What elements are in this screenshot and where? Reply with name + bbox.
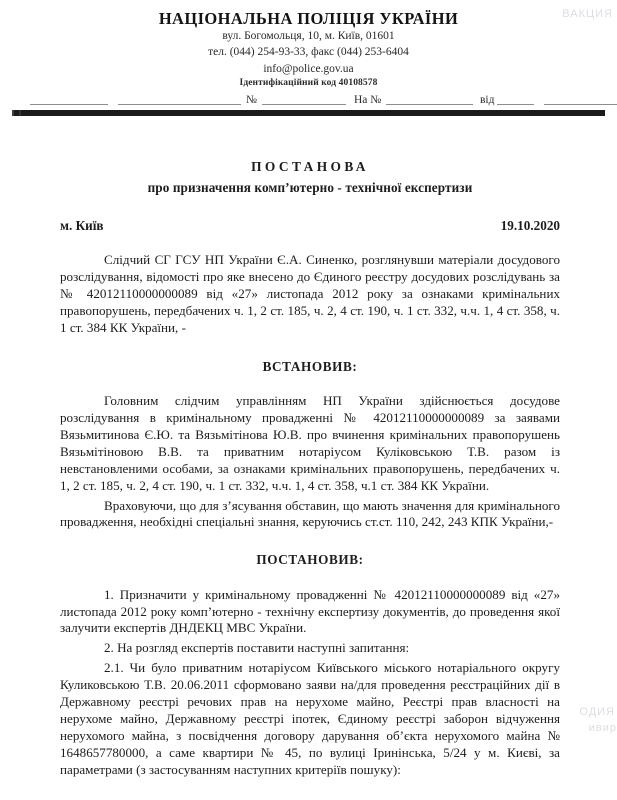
intro-paragraph: Слідчий СГ ГСУ НП України Є.А. Синенко, розглянувши матеріали досудового розслідування, відомості про яке внесено до Єдиного реєстру досудових розслідувань за № 42012110000000089 від «27» листопада 2012 року за ознаками кримінальних правопорушень, передбачених ч. 1, 2 ст. 185, ч. 2, 4 ст. 190, ч. 1 ст. 332, ч.ч. 1, 4 ст. 358, ч. 1 ст. 384 КК України, - [60, 251, 560, 335]
watermark-bottom-1: ОДИЯ [579, 706, 615, 718]
number-rule [262, 103, 346, 105]
letterhead-separator-bar [12, 110, 605, 116]
on-number-rule [386, 103, 473, 105]
organization-address: вул. Богомольця, 10, м. Київ, 01601 [222, 30, 395, 43]
established-paragraph-2: Враховуючи, що для з’ясування обставин, що мають значення для кримінального провадження, необхідні спеціальні знання, керуючись ст.ст. 110, 242, 243 КПК України,- [60, 497, 560, 530]
organization-name: НАЦІОНАЛЬНА ПОЛІЦІЯ УКРАЇНИ [158, 9, 459, 28]
reference-number-row [30, 90, 587, 107]
organization-phone: тел. (044) 254-93-33, факс (044) 253-6404 [208, 46, 409, 59]
organization-email: info@police.gov.ua [263, 62, 354, 75]
resolved-item-2: 2. На розгляд експертів поставити наступні запитання: [104, 640, 410, 656]
organization-identification-code: Ідентифікаційний код 40108578 [239, 78, 378, 89]
resolved-heading: ПОСТАНОВИВ: [256, 552, 364, 568]
resolved-item-1: 1. Призначити у кримінальному провадженні № 42012110000000089 від «27» листопада 2012 року комп’ютерно - технічну експертизу документів, до проведення якої залучити експертів ДНДЕКЦ МВС України. [60, 586, 560, 636]
label-number: № [246, 93, 257, 106]
label-on-number: На № [354, 93, 382, 106]
label-date: від [480, 93, 495, 106]
place-and-date-row [60, 217, 560, 234]
blank-rule-1 [30, 103, 108, 105]
document-body [60, 158, 560, 779]
blank-rule-3 [544, 103, 617, 105]
document-subtitle: про призначення комп’ютерно - технічної експертизи [147, 179, 473, 195]
date-rule [497, 103, 534, 105]
document-date: 19.10.2020 [500, 217, 560, 233]
document-place: м. Київ [60, 217, 104, 233]
document-title: ПОСТАНОВА [251, 159, 369, 175]
resolved-item-2-1: 2.1. Чи було приватним нотаріусом Київського міського нотаріального округу Куликовською Т.В. 20.06.2011 сформовано заяви на/для проведення реєстраційних дії в Державному реєстрі речових прав на нерухоме майно, Реєстрі прав власності на нерухоме майно, Державному реєстрі іпотек, Єдиному реєстрі заборон відчуження нерухомого майна, з посвідчення договору дарування об’єкта нерухомого майна № 1648657780000, а саме квартири № 45, по вулиці Іринінська, 5/24 у м. Києві, за параметрами (з застосуванням наступних критеріїв пошуку): [60, 660, 560, 778]
established-paragraph-1: Головним слідчим управлінням НП України здійснюється досудове розслідування в кримінальному провадженні № 42012110000000089 за заявами Вязьмитинова Є.Ю. та Вязьмітінова Ю.В. про вчинення кримінальних правопорушень Вязьмітіновою В.В. та приватним нотаріусом Куліковською Т.В. разом із невстановленими особами, за ознаками кримінальних правопорушень, передбачених ч. 1, 2 ст. 185, ч. 2, 4 ст. 190, ч. 1 ст. 332, ч.ч. 1, 4 ст. 358, ч.1 ст. 384 КК України. [60, 392, 560, 493]
established-heading: ВСТАНОВИВ: [262, 358, 358, 374]
letterhead [0, 0, 617, 88]
watermark-top-right: ВАКЦИЯ [562, 8, 613, 20]
watermark-bottom-2: ивир [588, 722, 617, 734]
blank-rule-2 [118, 103, 241, 105]
